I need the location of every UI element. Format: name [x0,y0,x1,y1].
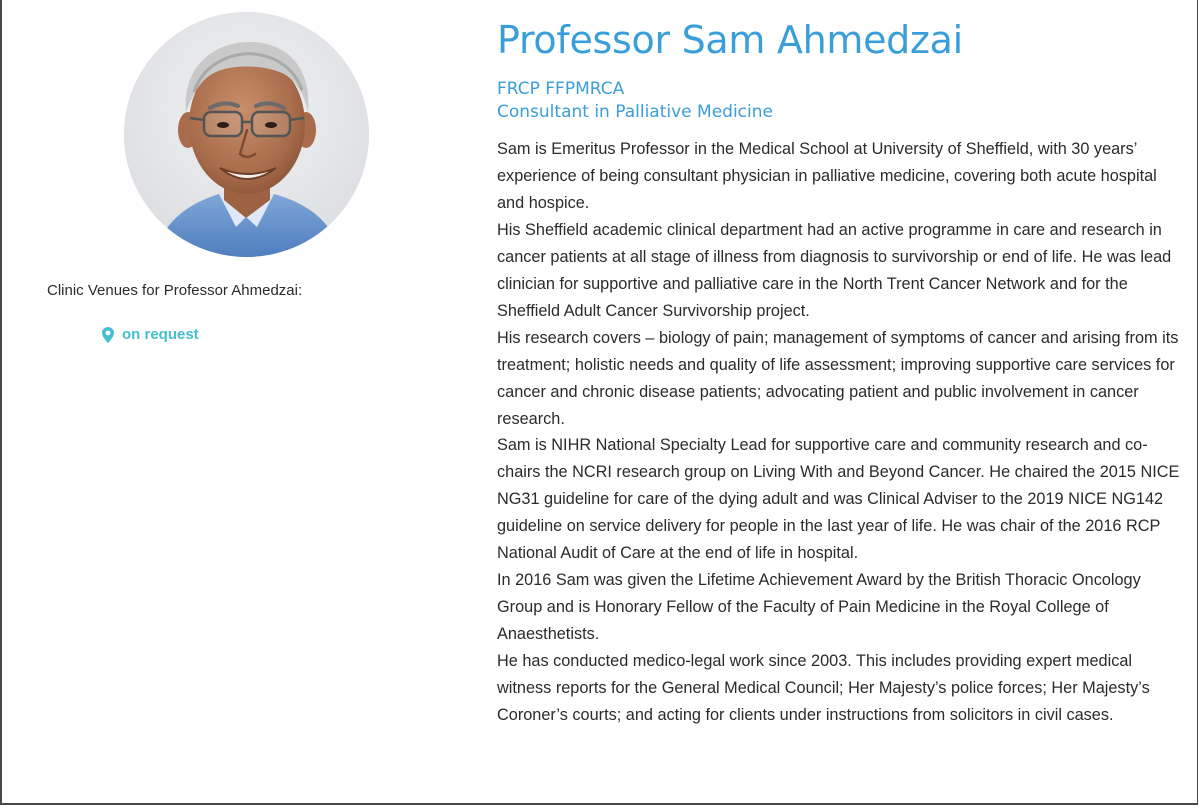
clinic-venues-label: Clinic Venues for Professor Ahmedzai: [47,282,303,299]
profile-sidebar [0,0,480,807]
bio-paragraph: Sam is Emeritus Professor in the Medical School at University of Sheffield, with 30 years’ experience of being consultant physician in palliative medicine, covering both acute hospital and hospice. [497,140,1157,212]
biography [497,136,1187,729]
venue-item[interactable] [102,326,199,343]
job-title: Consultant in Palliative Medicine [497,102,773,122]
bio-paragraph: Sam is NIHR National Specialty Lead for supportive care and community research and co-chairs the NCRI research group on Living With and Beyond Cancer. He chaired the 2015 NICE NG31 guideline for care of the dying adult and was Clinical Adviser to the 2019 NICE NG142 guideline on service delivery for people in the last year of life. He was chair of the 2016 RCP National Audit of Care at the end of life in hospital. [497,436,1180,563]
page-title: Professor Sam Ahmedzai [497,18,963,62]
bio-paragraph: He has conducted medico-legal work since 2003. This includes providing expert medical witness reports for the General Medical Council; Her Majesty’s police forces; Her Majesty’s Coroner’s courts; and acting for clients under instructions from solicitors in civil cases. [497,652,1150,725]
bio-paragraph: His Sheffield academic clinical department had an active programme in care and research in cancer patients at all stage of illness from diagnosis to survivorship or end of life. He was lead clinician for supportive and palliative care in the North Trent Cancer Network and for the Sheffield Adult Cancer Survivorship project. [497,220,1172,320]
credentials: FRCP FFPMRCA [497,79,625,99]
portrait-photo [124,12,369,257]
map-pin-icon [102,327,114,343]
bio-paragraph: In 2016 Sam was given the Lifetime Achievement Award by the British Thoracic Oncology Group and is Honorary Fellow of the Faculty of Pain Medicine in the Royal College of Anaesthetists. [497,571,1141,644]
venue-label: on request [122,326,199,343]
bio-paragraph: His research covers – biology of pain; management of symptoms of cancer and arising from its treatment; holistic needs and quality of life assessment; improving supportive care services for cancer and chronic disease patients; advocating patient and public involvement in cancer research. [497,328,1179,428]
profile-photo [124,12,369,257]
